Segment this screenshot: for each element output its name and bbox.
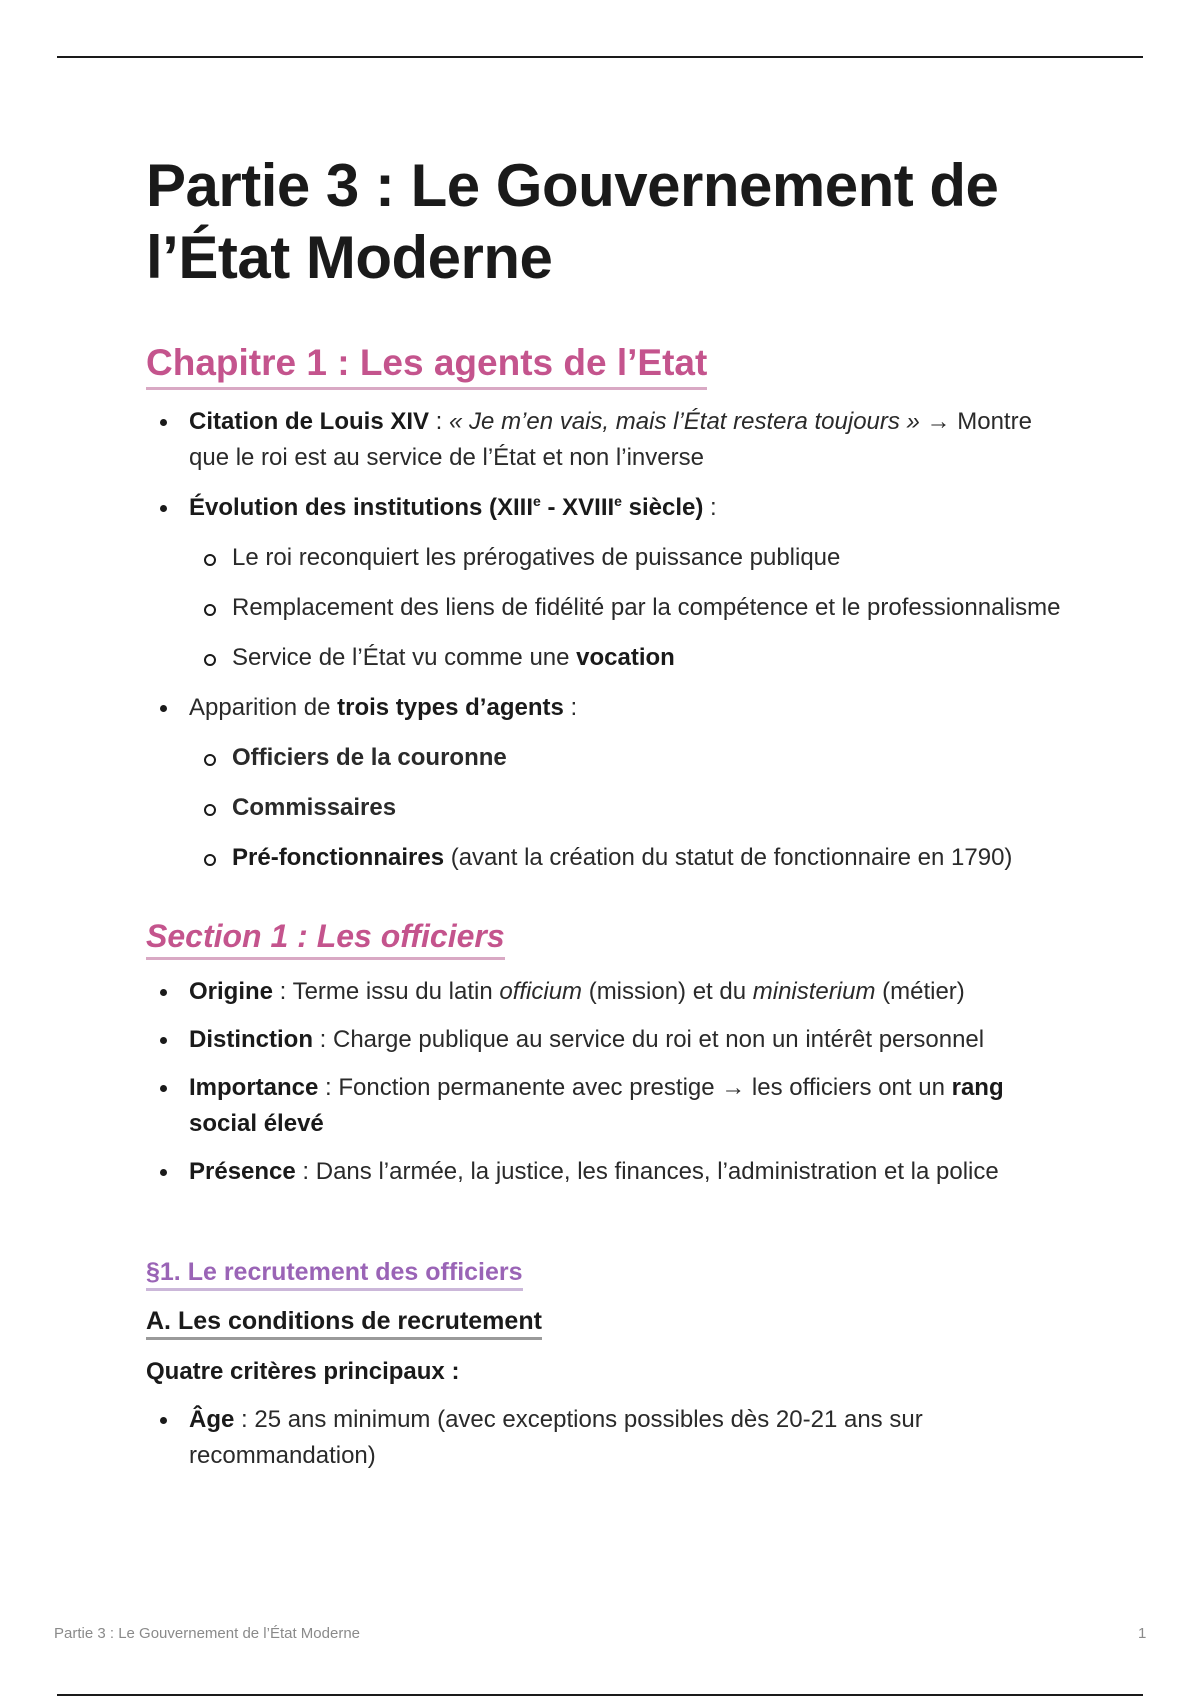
subheading-a: A. Les conditions de recrutement: [146, 1305, 542, 1340]
evolution-sup-2: e: [614, 493, 622, 509]
citation-text: Montre que le roi est au service de l’État et non l’inverse: [189, 408, 1032, 471]
top-rule: [57, 56, 1143, 58]
chapter-1-heading: Chapitre 1 : Les agents de l’Etat: [146, 340, 707, 390]
distinction-label: Distinction: [189, 1026, 313, 1053]
citation-label: Citation de Louis XIV: [189, 408, 430, 435]
list-item-apparition: [146, 690, 1066, 876]
sublist-item: Remplacement des liens de fidélité par la compétence et le professionnalisme: [189, 590, 1066, 626]
page-number: 1: [1138, 1625, 1147, 1642]
age-text: : 25 ans minimum (avec exceptions possibles dès 20-21 ans sur recommandation): [189, 1406, 923, 1469]
evolution-suffix: :: [703, 494, 717, 521]
age-label: Âge: [189, 1406, 235, 1433]
sublist-item: Le roi reconquiert les prérogatives de puissance publique: [189, 540, 1066, 576]
importance-text: : Fonction permanente avec prestige → les officiers ont un: [318, 1074, 952, 1101]
sub3-bold: Pré-fonctionnaires: [232, 844, 445, 871]
presence-text: : Dans l’armée, la justice, les finances, l’administration et la police: [295, 1158, 999, 1185]
sub3-bold: vocation: [576, 644, 675, 671]
footer-title: Partie 3 : Le Gouvernement de l’État Moderne: [54, 1625, 361, 1642]
list-item-distinction: [146, 1022, 1066, 1058]
origine-text: (métier): [875, 978, 965, 1005]
citation-quote: « Je m’en vais, mais l’État restera toujours »: [449, 408, 920, 435]
sublist-item: Officiers de la couronne: [189, 740, 1066, 776]
chapter-1-list: [146, 404, 1066, 876]
presence-label: Présence: [189, 1158, 296, 1185]
evolution-label-a: Évolution des institutions (XIII: [189, 494, 534, 521]
apparition-pre: Apparition de: [189, 694, 338, 721]
importance-label: Importance: [189, 1074, 319, 1101]
title-line-2: l’État Moderne: [146, 224, 553, 291]
origine-text: (mission) et du: [582, 978, 753, 1005]
origine-italic: ministerium: [752, 978, 876, 1005]
sublist-item: Commissaires: [189, 790, 1066, 826]
apparition-sublist: [189, 740, 1066, 876]
importance-bold: rang social élevé: [189, 1074, 1004, 1137]
citation-sep: :: [429, 408, 450, 435]
sub3-text: (avant la création du statut de fonctionnaire en 1790): [444, 844, 1013, 871]
list-item-presence: [146, 1154, 1066, 1190]
list-item-importance: [146, 1070, 1066, 1142]
citation-arrow: →: [919, 408, 958, 435]
apparition-suffix: :: [563, 694, 578, 721]
origine-label: Origine: [189, 978, 274, 1005]
list-item-evolution: [146, 490, 1066, 676]
sublist-item: [189, 840, 1066, 876]
distinction-text: : Charge publique au service du roi et non un intérêt personnel: [313, 1026, 985, 1053]
document-title: [146, 150, 1066, 294]
title-line-1: Partie 3 : Le Gouvernement de: [146, 152, 999, 219]
origine-text: : Terme issu du latin: [273, 978, 500, 1005]
evolution-label-c: siècle): [621, 494, 704, 521]
list-item-origine: [146, 974, 1066, 1010]
sublist-item: [189, 640, 1066, 676]
origine-italic: officium: [499, 978, 583, 1005]
bottom-rule: [57, 1694, 1143, 1696]
apparition-bold: trois types d’agents: [337, 694, 564, 721]
section-1-list: [146, 974, 1066, 1190]
list-item-citation: [146, 404, 1066, 476]
criteria-list: [146, 1402, 1066, 1474]
list-item-age: [146, 1402, 1066, 1474]
criteria-lead: Quatre critères principaux :: [146, 1358, 460, 1385]
document-body: [146, 150, 1066, 1488]
paragraph-1-heading: §1. Le recrutement des officiers: [146, 1256, 523, 1291]
section-1-heading: Section 1 : Les officiers: [146, 916, 505, 960]
evolution-sup-1: e: [533, 493, 541, 509]
sub3-text: Service de l’État vu comme une: [232, 644, 577, 671]
evolution-label-b: - XVIII: [540, 494, 615, 521]
evolution-sublist: [189, 540, 1066, 676]
evolution-label: [189, 494, 703, 521]
